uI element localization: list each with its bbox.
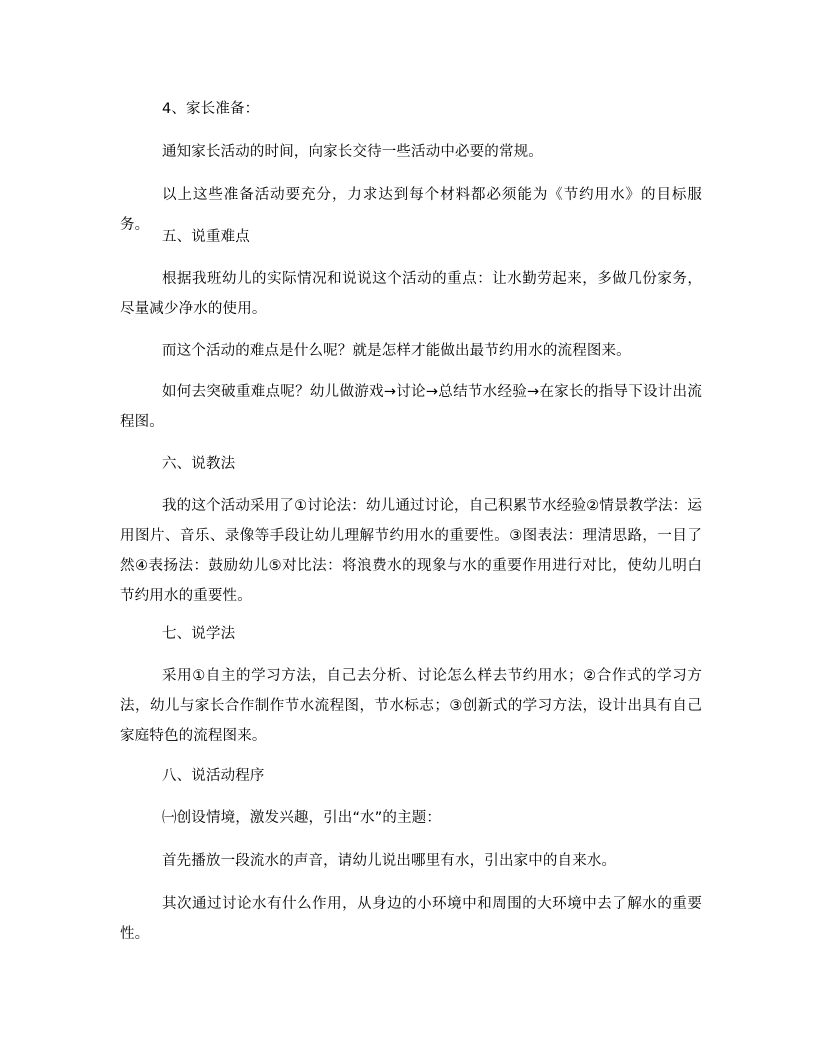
paragraph-play-water-sound: 首先播放一段流水的声音，请幼儿说出哪里有水，引出家中的自来水。	[162, 853, 617, 869]
section-heading-key-points: 五、说重难点	[162, 229, 250, 245]
paragraph-learning-methods: 采用①自主的学习方法，自己去分析、讨论怎么样去节约用水；②合作式的学习方法，幼儿与家长合作制作节水流程图，节水标志；③创新式的学习方法，设计出具有自己家庭特色的流程图来。	[120, 668, 702, 744]
section-heading-learning-methods: 七、说学法	[162, 626, 236, 642]
paragraph-discuss-water-use: 其次通过讨论水有什么作用，从身边的小环境中和周围的大环境中去了解水的重要性。	[120, 896, 702, 942]
section-heading-teaching-methods: 六、说教法	[162, 456, 236, 472]
paragraph-key-points: 根据我班幼儿的实际情况和说说这个活动的重点：让水勤劳起来，多做几份家务，尽量减少净水的使用。	[120, 271, 702, 317]
paragraph-family-preparation-heading: 4、家长准备：	[162, 101, 260, 117]
paragraph-notify-parents: 通知家长活动的时间，向家长交待一些活动中必要的常规。	[162, 144, 543, 160]
paragraph-difficulty: 而这个活动的难点是什么呢？就是怎样才能做出最节约用水的流程图来。	[162, 343, 631, 359]
paragraph-create-scenario: ㈠创设情境，激发兴趣，引出“水”的主题：	[162, 810, 442, 826]
paragraph-breakthrough: 如何去突破重难点呢？幼儿做游戏→讨论→总结节水经验→在家长的指导下设计出流程图。	[120, 384, 702, 430]
paragraph-preparation-summary: 以上这些准备活动要充分，力求达到每个材料都必须能为《节约用水》的目标服务。	[120, 187, 702, 233]
section-heading-activity-procedure: 八、说活动程序	[162, 768, 265, 784]
paragraph-teaching-methods: 我的这个活动采用了①讨论法：幼儿通过讨论，自己积累节水经验②情景教学法：运用图片、音乐、录像等手段让幼儿理解节约用水的重要性。③图表法：理清思路，一目了然④表扬法：鼓励幼儿⑤对比法：将浪费水的现象与水的重要作用进行对比，使幼儿明白节约用水的重要性。	[120, 498, 702, 604]
